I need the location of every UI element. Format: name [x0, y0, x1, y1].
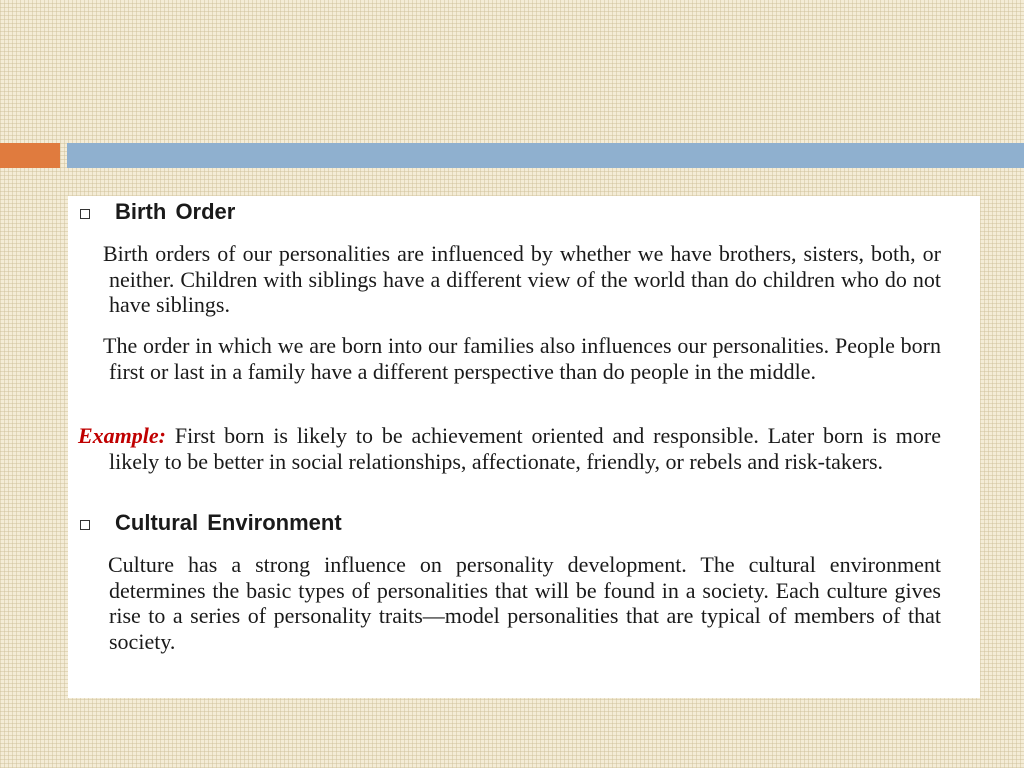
section-heading-birth-order — [80, 199, 235, 225]
accent-bar-orange — [0, 143, 60, 168]
paragraph-birth-order-position: The order in which we are born into our families also influences our personalities. People born first or last in a family have a different perspective than do people in the middle. — [103, 333, 941, 384]
heading-text: Cultural Environment — [115, 510, 342, 535]
square-bullet-icon — [80, 209, 90, 219]
example-text: First born is likely to be achievement oriented and responsible. Later born is more likely to be better in social relationships, affectionate, friendly, or rebels and risk-takers. — [109, 423, 941, 474]
paragraph-example — [78, 423, 941, 474]
heading-text: Birth Order — [115, 199, 236, 224]
example-label: Example: — [78, 423, 166, 448]
section-heading-cultural-environment — [80, 510, 342, 536]
paragraph-culture: Culture has a strong influence on personality development. The cultural environment determines the basic types of personalities that will be found in a society. Each culture gives rise to a series of personality traits—model personalities that are typical of members of that society. — [108, 552, 941, 654]
accent-bar-blue — [67, 143, 1024, 168]
square-bullet-icon — [80, 520, 90, 530]
paragraph-birth-order-siblings: Birth orders of our personalities are influenced by whether we have brothers, sisters, both, or neither. Children with siblings have a different view of the world than do children who do not have siblings. — [103, 241, 941, 317]
